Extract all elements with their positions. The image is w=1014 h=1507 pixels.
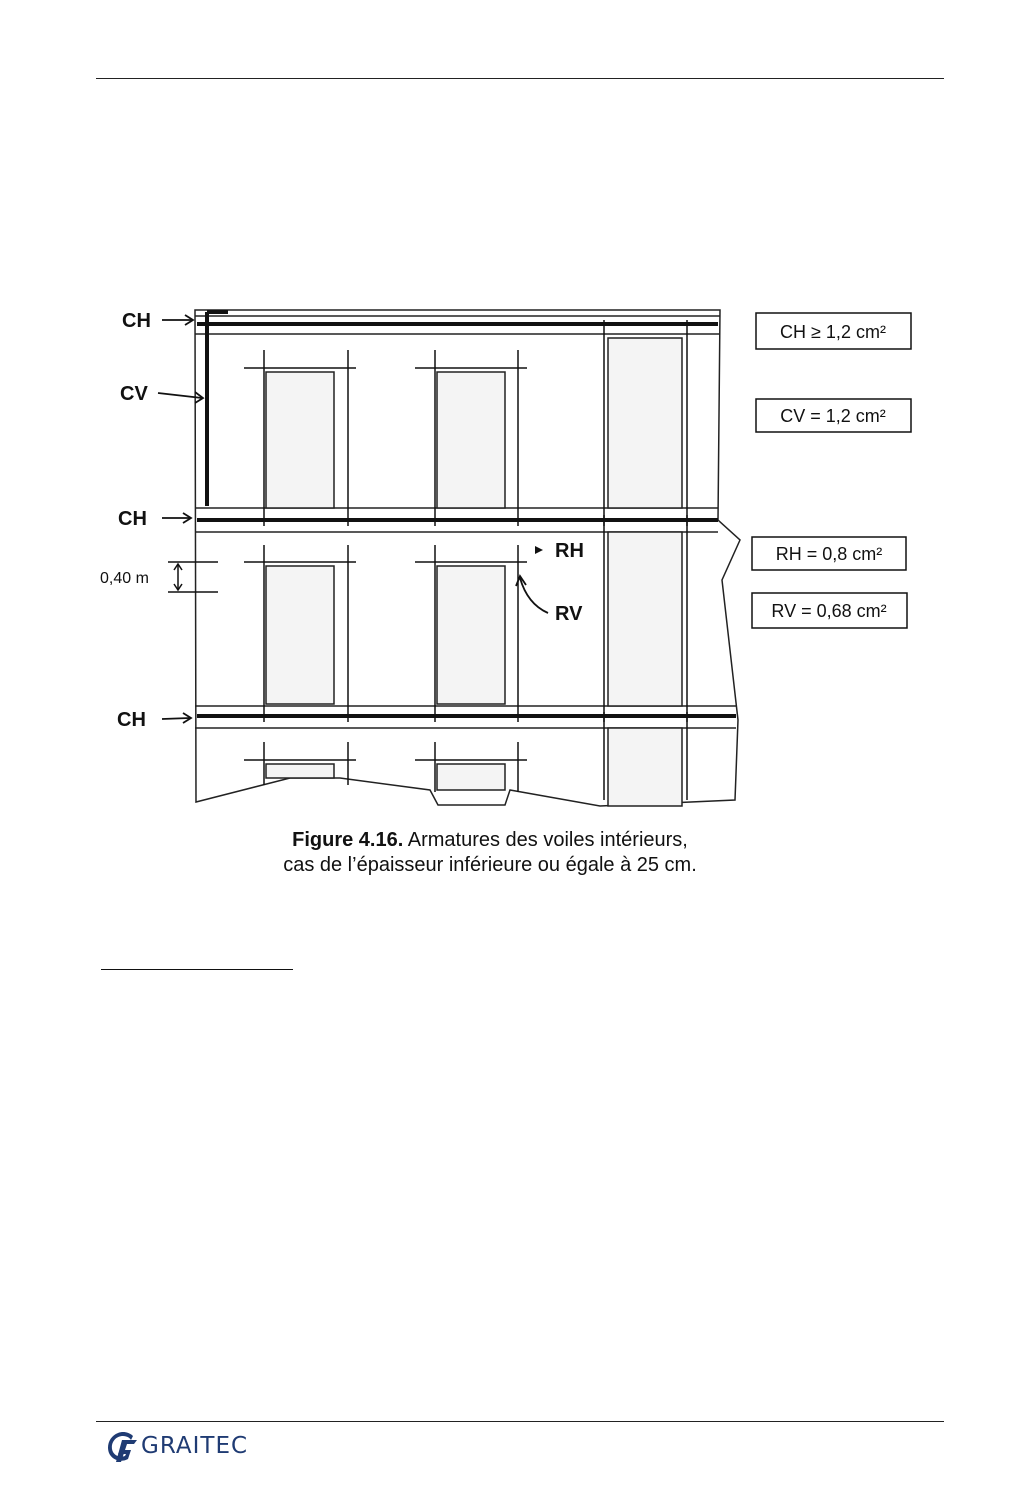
label-rv: RV xyxy=(555,603,583,625)
legend-cv: CV = 1,2 cm² xyxy=(780,406,886,426)
label-cv: CV xyxy=(120,383,148,405)
footnote-rule xyxy=(101,969,293,970)
label-rh: RH xyxy=(555,540,584,562)
graitec-g-logo-icon xyxy=(103,1428,139,1464)
label-ch-top: CH xyxy=(122,310,151,332)
vertical-chain xyxy=(207,312,228,506)
openings xyxy=(266,338,682,806)
label-ch-bottom: CH xyxy=(117,709,146,731)
label-dimension: 0,40 m xyxy=(100,570,149,587)
caption-title: Armatures des voiles intérieurs, xyxy=(407,829,688,851)
caption-line-1 xyxy=(200,828,780,853)
legend-rv: RV = 0,68 cm² xyxy=(771,601,887,621)
legend-ch: CH ≥ 1,2 cm² xyxy=(780,322,886,342)
rh-arrow-icon xyxy=(535,546,543,554)
figure-caption xyxy=(200,828,780,878)
caption-line-2: cas de l’épaisseur inférieure ou égale à 25 cm. xyxy=(283,854,697,876)
legend-boxes xyxy=(752,313,911,628)
logo-text: GRAITEC xyxy=(141,1433,249,1459)
figure-number: Figure 4.16. xyxy=(292,829,404,851)
legend-rh: RH = 0,8 cm² xyxy=(775,544,883,564)
label-ch-middle: CH xyxy=(118,508,147,530)
footer-logo xyxy=(103,1428,248,1464)
footer-rule xyxy=(96,1421,944,1422)
dimension-marker xyxy=(168,562,218,592)
